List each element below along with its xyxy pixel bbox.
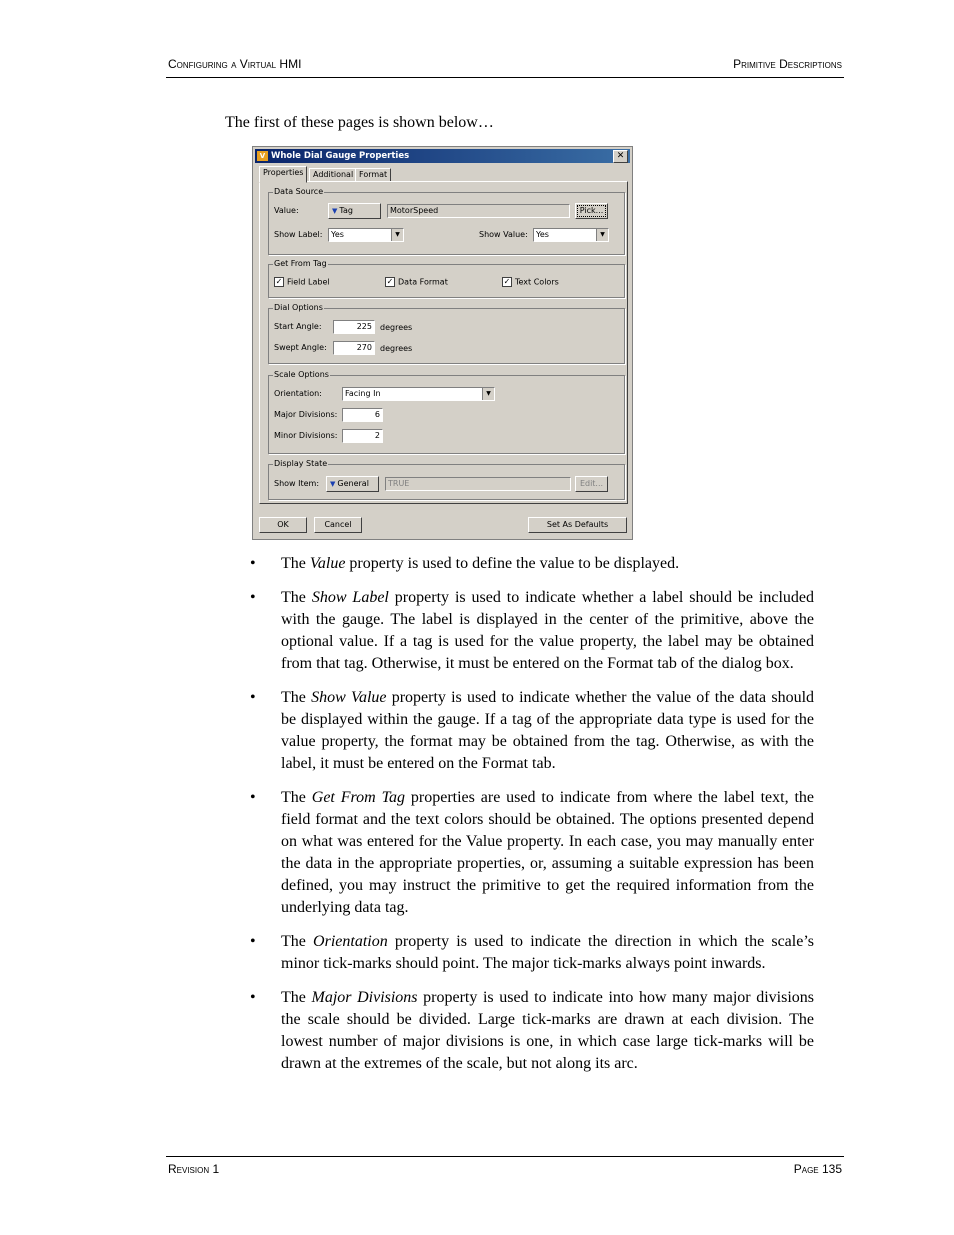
bullet-term: Value xyxy=(309,555,346,572)
major-divisions-label: Major Divisions: xyxy=(274,410,338,419)
show-value-label: Show Value: xyxy=(479,230,528,239)
bullet-text: property is used to indicate the direction in which the scale’s minor tick-marks should point. The major tick-marks always point inwards. xyxy=(281,933,814,972)
start-angle-unit: degrees xyxy=(380,323,413,332)
checkmark-icon: ✓ xyxy=(503,277,511,286)
checkmark-icon: ✓ xyxy=(275,277,283,286)
value-type-button[interactable] xyxy=(328,203,381,219)
property-bullet-list xyxy=(250,553,814,1087)
set-as-defaults-button[interactable]: Set As Defaults xyxy=(528,517,627,533)
bullet-term: Get From Tag xyxy=(311,789,406,806)
orientation-label: Orientation: xyxy=(274,389,322,398)
value-expression-field[interactable]: MotorSpeed xyxy=(387,204,570,218)
major-divisions-field[interactable]: 6 xyxy=(342,408,383,422)
app-icon: V xyxy=(257,151,268,161)
data-source-group xyxy=(268,187,625,255)
properties-dialog xyxy=(252,146,633,540)
edit-button[interactable]: Edit... xyxy=(575,476,608,492)
chevron-down-icon[interactable]: ▼ xyxy=(482,388,494,400)
chevron-down-icon[interactable]: ▼ xyxy=(391,229,403,241)
bullet-icon: • xyxy=(250,789,256,806)
data-source-legend: Data Source xyxy=(274,187,324,196)
header-rule xyxy=(166,77,844,78)
show-item-type-button[interactable] xyxy=(326,476,379,492)
bullet-term: Orientation xyxy=(313,933,388,950)
bullet-icon: • xyxy=(250,555,256,572)
bullet-icon: • xyxy=(250,989,256,1006)
bullet-icon: • xyxy=(250,689,256,706)
show-value-value: Yes xyxy=(536,230,549,239)
get-from-tag-group xyxy=(268,259,625,298)
running-footer-left: Revision 1 xyxy=(168,1162,220,1176)
dropdown-triangle-icon: ▼ xyxy=(330,480,336,488)
tab-properties[interactable]: Properties xyxy=(259,166,307,183)
bullet-term: Major Divisions xyxy=(311,989,418,1006)
bullet-show-value xyxy=(250,687,814,775)
dialog-title: Whole Dial Gauge Properties xyxy=(271,151,410,161)
show-item-expression-field[interactable]: TRUE xyxy=(385,477,571,491)
bullet-text: property is used to indicate into how many major divisions the scale should be divided. Large tick-marks are drawn at each division. The lowest number of major divisions is one, in which case large tick-marks will be drawn at the extremes of the scale, but not along its arc. xyxy=(281,989,815,1072)
bullet-value xyxy=(250,553,814,575)
pick-button[interactable]: Pick... xyxy=(575,203,608,219)
bullet-text: properties are used to indicate from where the label text, the field format and the text colors should be obtained. The options presented depend on what was entered for the Value property. In each case, you may manually enter the data in the appropriate properties, or, assuming a suitable expression has been defined, you may instruct the primitive to get the required information from the underlying data tag. xyxy=(281,789,815,916)
checkmark-icon: ✓ xyxy=(386,277,394,286)
bullet-get-from-tag xyxy=(250,787,814,919)
running-header-left: Configuring a Virtual HMI xyxy=(168,57,302,71)
minor-divisions-label: Minor Divisions: xyxy=(274,431,338,440)
ok-button[interactable]: OK xyxy=(259,517,307,533)
minor-divisions-field[interactable]: 2 xyxy=(342,429,383,443)
bullet-major-divisions xyxy=(250,987,814,1075)
show-label-label: Show Label: xyxy=(274,230,323,239)
intro-paragraph: The first of these pages is shown below… xyxy=(225,114,494,131)
cancel-button[interactable]: Cancel xyxy=(314,517,362,533)
dialog-title-bar xyxy=(255,149,630,163)
swept-angle-label: Swept Angle: xyxy=(274,343,327,352)
bullet-term: Show Label xyxy=(311,589,389,606)
show-value-select[interactable] xyxy=(533,228,609,242)
value-label: Value: xyxy=(274,206,299,215)
bullet-text: property is used to define the value to be displayed. xyxy=(345,555,680,572)
start-angle-field[interactable]: 225 xyxy=(333,320,375,334)
show-label-select[interactable] xyxy=(328,228,404,242)
display-state-legend: Display State xyxy=(274,459,328,468)
bullet-text: The xyxy=(281,989,312,1006)
start-angle-label: Start Angle: xyxy=(274,322,322,331)
show-item-type-label: General xyxy=(337,479,369,488)
dropdown-triangle-icon: ▼ xyxy=(332,207,338,215)
bullet-text: The xyxy=(281,689,312,706)
text-colors-checkbox[interactable] xyxy=(502,277,559,288)
show-label-value: Yes xyxy=(331,230,344,239)
field-label-text: Field Label xyxy=(287,277,330,287)
data-format-checkbox[interactable] xyxy=(385,277,448,288)
bullet-text: property is used to indicate whether the value of the data should be displayed within the gauge. If a tag of the appropriate data type is used for the value property, the format may be obtained from the tag. Otherwise, as with the label, it must be entered on the Format tab. xyxy=(281,689,815,772)
bullet-icon: • xyxy=(250,933,256,950)
scale-options-group xyxy=(268,370,625,454)
close-icon[interactable]: ✕ xyxy=(613,150,628,163)
bullet-icon: • xyxy=(250,589,256,606)
display-state-group xyxy=(268,459,625,500)
footer-rule xyxy=(166,1156,844,1157)
bullet-text: The xyxy=(281,933,314,950)
value-type-label: Tag xyxy=(339,206,353,215)
text-colors-text: Text Colors xyxy=(515,277,559,287)
orientation-value: Facing In xyxy=(345,389,381,398)
bullet-orientation xyxy=(250,931,814,975)
bullet-show-label xyxy=(250,587,814,675)
properties-panel xyxy=(259,181,628,504)
swept-angle-field[interactable]: 270 xyxy=(333,341,375,355)
bullet-text: The xyxy=(281,789,312,806)
bullet-text: property is used to indicate whether a label should be included with the gauge. The label is displayed in the center of the primitive, above the optional value. If a tag is used for the value property, the label may be obtained from that tag. Otherwise, it must be entered on the Format tab of the dialog box. xyxy=(281,589,815,672)
bullet-text: The xyxy=(281,589,312,606)
dial-options-group xyxy=(268,303,625,364)
swept-angle-unit: degrees xyxy=(380,344,413,353)
chevron-down-icon[interactable]: ▼ xyxy=(596,229,608,241)
show-item-label: Show Item: xyxy=(274,479,320,488)
bullet-term: Show Value xyxy=(311,689,387,706)
orientation-select[interactable] xyxy=(342,387,495,401)
data-format-text: Data Format xyxy=(398,277,448,287)
field-label-checkbox[interactable] xyxy=(274,277,330,288)
page-number: Page 135 xyxy=(793,1162,842,1176)
scale-options-legend: Scale Options xyxy=(274,370,329,379)
get-from-tag-legend: Get From Tag xyxy=(274,259,327,268)
running-header-right: Primitive Descriptions xyxy=(733,57,842,71)
tab-format[interactable]: Format xyxy=(355,168,391,182)
tab-additional[interactable]: Additional xyxy=(309,168,357,182)
bullet-text: The xyxy=(281,555,310,572)
dial-options-legend: Dial Options xyxy=(274,303,323,312)
